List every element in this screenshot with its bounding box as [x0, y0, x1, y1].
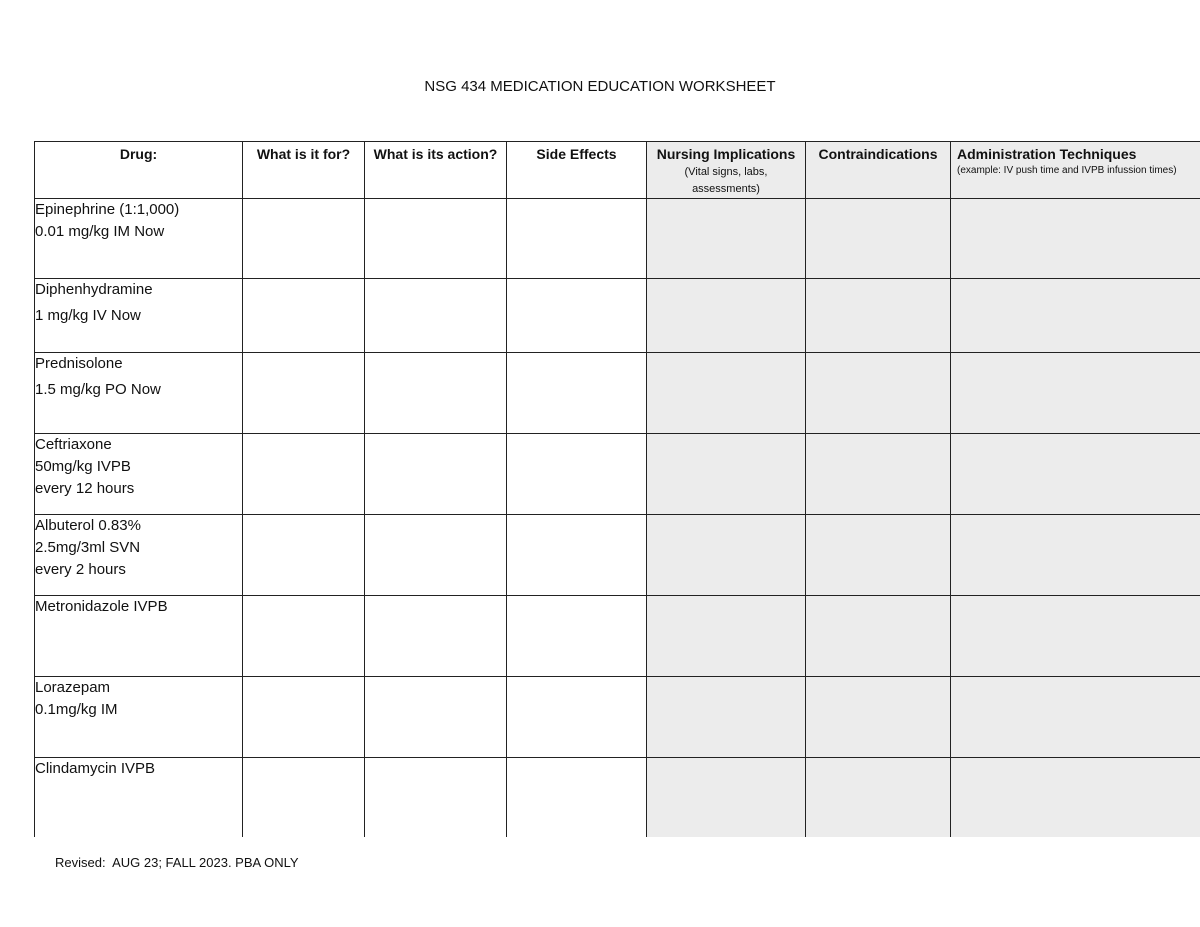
administration-cell[interactable]	[951, 677, 1200, 758]
side-effects-cell[interactable]	[507, 515, 647, 596]
contraindications-cell[interactable]	[806, 353, 951, 434]
side-effects-cell[interactable]	[507, 434, 647, 515]
contraindications-cell[interactable]	[806, 279, 951, 353]
administration-cell[interactable]	[951, 279, 1200, 353]
drug-name: Clindamycin IVPB	[35, 760, 156, 777]
table-row	[35, 677, 1200, 758]
worksheet-table-container	[34, 141, 1200, 837]
table-row	[35, 434, 1200, 515]
drug-frequency: every 12 hours	[35, 480, 135, 497]
administration-cell[interactable]	[951, 515, 1200, 596]
header-action: What is its action?	[365, 142, 507, 199]
drug-cell	[35, 353, 243, 434]
side-effects-cell[interactable]	[507, 279, 647, 353]
drug-dose: 50mg/kg IVPB	[35, 458, 131, 475]
action-cell[interactable]	[365, 434, 507, 515]
drug-name: Prednisolone	[35, 355, 123, 372]
nursing-cell[interactable]	[647, 353, 806, 434]
table-row	[35, 758, 1200, 838]
what-for-cell[interactable]	[243, 199, 365, 279]
what-for-cell[interactable]	[243, 515, 365, 596]
nursing-cell[interactable]	[647, 515, 806, 596]
table-row	[35, 515, 1200, 596]
nursing-cell[interactable]	[647, 199, 806, 279]
nursing-cell[interactable]	[647, 758, 806, 838]
header-nursing-label: Nursing Implications	[656, 146, 796, 162]
side-effects-cell[interactable]	[507, 199, 647, 279]
what-for-cell[interactable]	[243, 758, 365, 838]
contraindications-cell[interactable]	[806, 677, 951, 758]
what-for-cell[interactable]	[243, 434, 365, 515]
drug-dose: 1 mg/kg IV Now	[35, 307, 141, 324]
header-nursing-implications	[647, 142, 806, 199]
action-cell[interactable]	[365, 677, 507, 758]
drug-dose: 1.5 mg/kg PO Now	[35, 381, 161, 398]
header-admin-sub: (example: IV push time and IVPB infussion times)	[957, 165, 1177, 176]
table-row	[35, 199, 1200, 279]
drug-cell	[35, 515, 243, 596]
action-cell[interactable]	[365, 758, 507, 838]
drug-cell	[35, 199, 243, 279]
drug-frequency: every 2 hours	[35, 561, 126, 578]
contraindications-cell[interactable]	[806, 758, 951, 838]
header-drug: Drug:	[35, 142, 243, 199]
contraindications-cell[interactable]	[806, 199, 951, 279]
drug-cell	[35, 434, 243, 515]
contraindications-cell[interactable]	[806, 515, 951, 596]
drug-dose: 0.01 mg/kg IM Now	[35, 223, 165, 240]
drug-dose: 2.5mg/3ml SVN	[35, 539, 141, 556]
contraindications-cell[interactable]	[806, 434, 951, 515]
side-effects-cell[interactable]	[507, 758, 647, 838]
table-row	[35, 279, 1200, 353]
header-admin-label: Administration Techniques	[957, 146, 1137, 162]
worksheet-title: NSG 434 MEDICATION EDUCATION WORKSHEET	[424, 78, 776, 95]
nursing-cell[interactable]	[647, 596, 806, 677]
action-cell[interactable]	[365, 596, 507, 677]
revision-footer: Revised: AUG 23; FALL 2023. PBA ONLY	[55, 855, 299, 870]
what-for-cell[interactable]	[243, 677, 365, 758]
administration-cell[interactable]	[951, 758, 1200, 838]
what-for-cell[interactable]	[243, 279, 365, 353]
drug-dose: 0.1mg/kg IM	[35, 701, 118, 718]
header-what-for: What is it for?	[243, 142, 365, 199]
drug-cell	[35, 677, 243, 758]
nursing-cell[interactable]	[647, 279, 806, 353]
drug-name: Metronidazole IVPB	[35, 598, 168, 615]
header-side-effects: Side Effects	[507, 142, 647, 199]
header-administration	[951, 142, 1200, 199]
nursing-cell[interactable]	[647, 677, 806, 758]
drug-cell	[35, 279, 243, 353]
administration-cell[interactable]	[951, 199, 1200, 279]
drug-name: Lorazepam	[35, 679, 111, 696]
action-cell[interactable]	[365, 279, 507, 353]
header-contraindications: Contraindications	[806, 142, 951, 199]
action-cell[interactable]	[365, 199, 507, 279]
drug-name: Diphenhydramine	[35, 281, 153, 298]
what-for-cell[interactable]	[243, 353, 365, 434]
nursing-cell[interactable]	[647, 434, 806, 515]
table-row	[35, 596, 1200, 677]
contraindications-cell[interactable]	[806, 596, 951, 677]
administration-cell[interactable]	[951, 596, 1200, 677]
side-effects-cell[interactable]	[507, 596, 647, 677]
drug-cell	[35, 758, 243, 838]
header-nursing-sub: (Vital signs, labs, assessments)	[684, 166, 768, 195]
drug-name: Epinephrine (1:1,000)	[35, 201, 180, 218]
header-row	[35, 142, 1200, 199]
what-for-cell[interactable]	[243, 596, 365, 677]
administration-cell[interactable]	[951, 434, 1200, 515]
medication-table	[34, 141, 1200, 837]
drug-name: Ceftriaxone	[35, 436, 112, 453]
side-effects-cell[interactable]	[507, 677, 647, 758]
administration-cell[interactable]	[951, 353, 1200, 434]
drug-name: Albuterol 0.83%	[35, 517, 141, 534]
drug-cell	[35, 596, 243, 677]
action-cell[interactable]	[365, 515, 507, 596]
side-effects-cell[interactable]	[507, 353, 647, 434]
table-row	[35, 353, 1200, 434]
action-cell[interactable]	[365, 353, 507, 434]
